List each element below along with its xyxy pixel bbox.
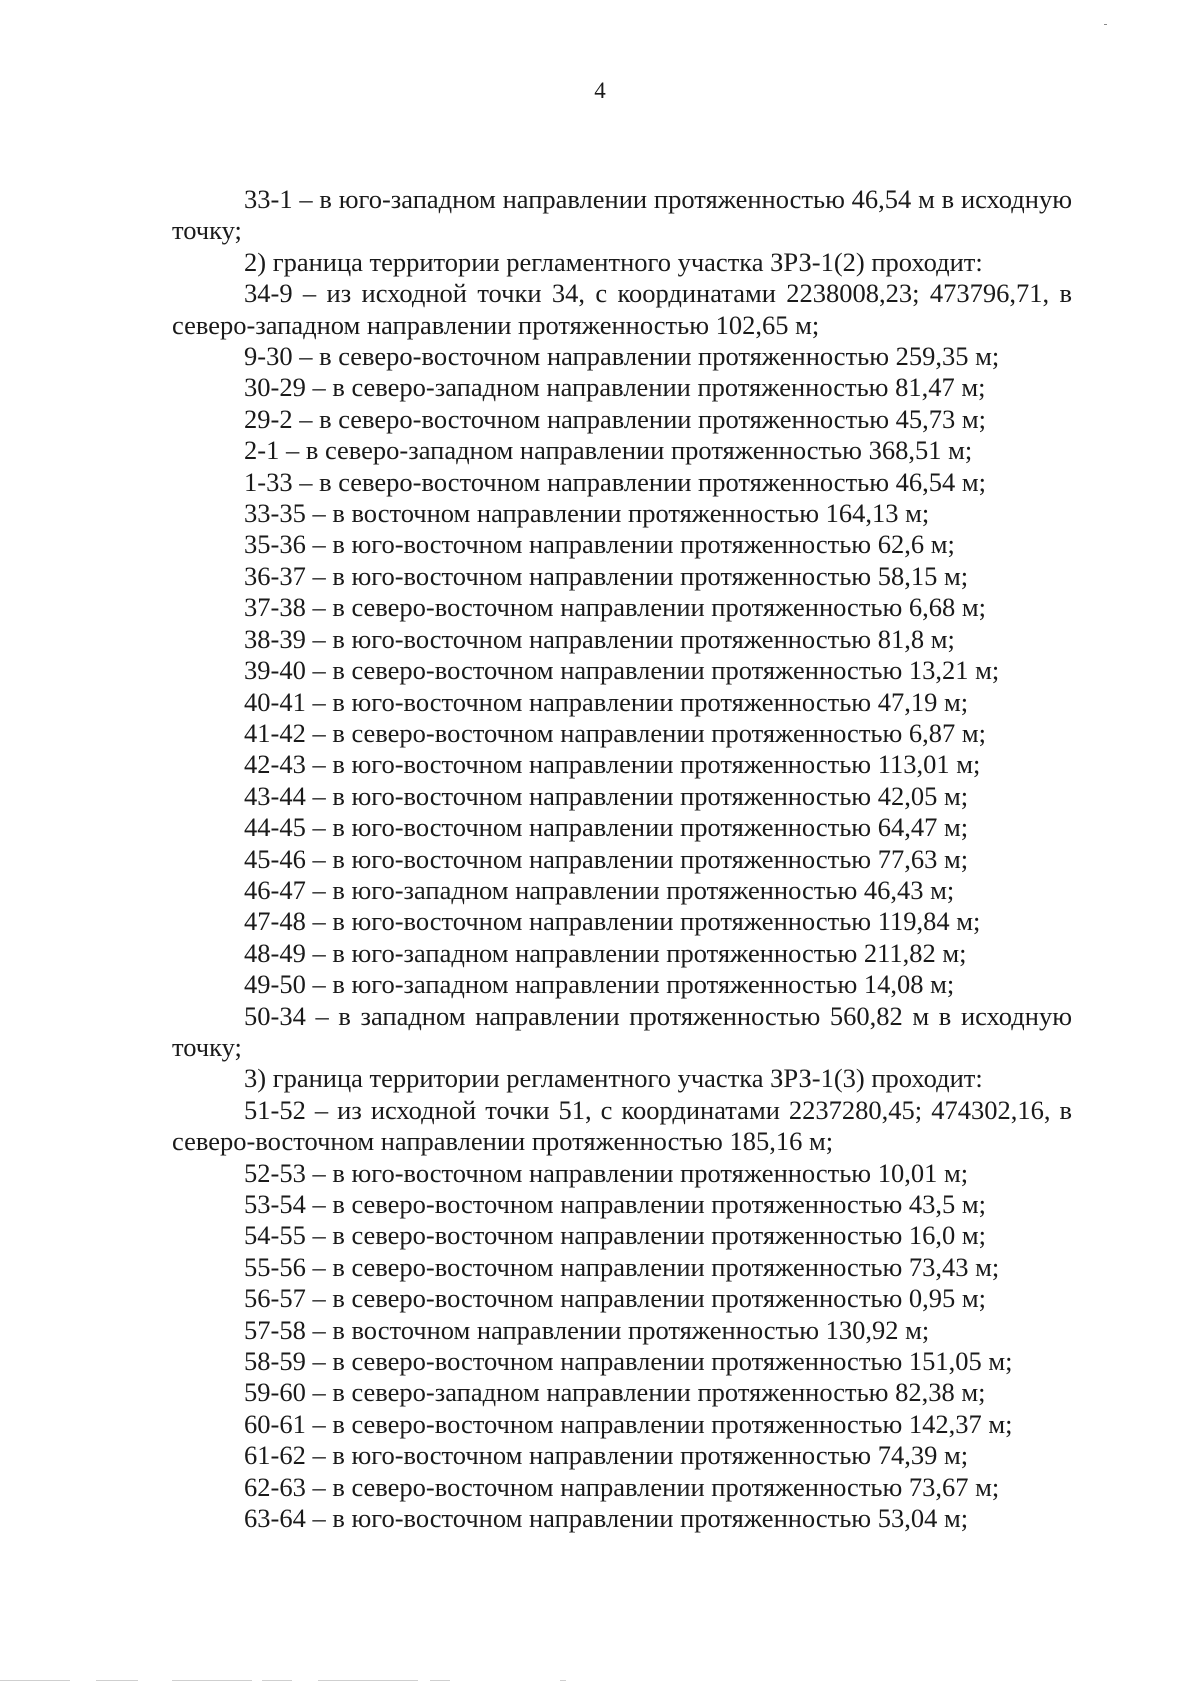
boundary-segment: 47-48 – в юго-восточном направлении протяженностью 119,84 м; <box>244 906 981 937</box>
boundary-segment: 57-58 – в восточном направлении протяженностью 130,92 м; <box>244 1314 930 1345</box>
boundary-segment: 40-41 – в юго-восточном направлении протяженностью 47,19 м; <box>244 686 969 717</box>
paragraph: 50-34 – в западном направлении протяженностью 560,82 м в исходную точку; <box>172 1000 1072 1062</box>
boundary-segment: 58-59 – в северо-восточном направлении протяженностью 151,05 м; <box>244 1346 1013 1377</box>
boundary-segment: 36-37 – в юго-восточном направлении протяженностью 58,15 м; <box>244 560 969 591</box>
section-heading: 3) граница территории регламентного участка ЗРЗ-1(3) проходит: <box>244 1063 983 1094</box>
boundary-segment: 55-56 – в северо-восточном направлении протяженностью 73,43 м; <box>244 1251 1000 1282</box>
boundary-segment: 42-43 – в юго-восточном направлении протяженностью 113,01 м; <box>244 749 981 780</box>
boundary-segment: 2-1 – в северо-западном направлении протяженностью 368,51 м; <box>244 435 973 466</box>
section-heading: 2) граница территории регламентного участка ЗРЗ-1(2) проходит: <box>244 246 983 277</box>
boundary-segment: 59-60 – в северо-западном направлении протяженностью 82,38 м; <box>244 1377 986 1408</box>
boundary-segment: 63-64 – в юго-восточном направлении протяженностью 53,04 м; <box>244 1503 969 1534</box>
boundary-segment: 49-50 – в юго-западном направлении протяженностью 14,08 м; <box>244 969 955 1000</box>
boundary-segment: 45-46 – в юго-восточном направлении протяженностью 77,63 м; <box>244 843 969 874</box>
boundary-segment: 30-29 – в северо-западном направлении протяженностью 81,47 м; <box>244 372 986 403</box>
boundary-segment: 48-49 – в юго-западном направлении протяженностью 211,82 м; <box>244 937 967 968</box>
scan-edge-noise <box>0 1678 1200 1684</box>
page-number: 4 <box>594 78 606 103</box>
boundary-segment: 38-39 – в юго-восточном направлении протяженностью 81,8 м; <box>244 623 955 654</box>
boundary-segment: 43-44 – в юго-восточном направлении протяженностью 42,05 м; <box>244 780 969 811</box>
boundary-segment: 46-47 – в юго-западном направлении протяженностью 46,43 м; <box>244 874 955 905</box>
paragraph: 51-52 – из исходной точки 51, с координатами 2237280,45; 474302,16, в северо-восточном направлении протяженностью 185,16 м; <box>172 1094 1072 1157</box>
boundary-segment: 53-54 – в северо-восточном направлении протяженностью 43,5 м; <box>244 1189 987 1219</box>
boundary-segment: 60-61 – в северо-восточном направлении протяженностью 142,37 м; <box>244 1408 1013 1439</box>
boundary-segment: 56-57 – в северо-восточном направлении протяженностью 0,95 м; <box>244 1283 987 1314</box>
boundary-segment: 37-38 – в северо-восточном направлении протяженностью 6,68 м; <box>244 592 987 623</box>
paragraph: 33-1 – в юго-западном направлении протяженностью 46,54 м в исходную точку; <box>172 184 1072 246</box>
boundary-segment: 54-55 – в северо-восточном направлении протяженностью 16,0 м; <box>244 1220 987 1251</box>
boundary-segment: 39-40 – в северо-восточном направлении протяженностью 13,21 м; <box>244 655 1000 686</box>
paragraph: 34-9 – из исходной точки 34, с координатами 2238008,23; 473796,71, в северо-западном направлении протяженностью 102,65 м; <box>172 278 1072 340</box>
boundary-segment: 61-62 – в юго-восточном направлении протяженностью 74,39 м; <box>244 1440 969 1471</box>
boundary-segment: 33-35 – в восточном направлении протяженностью 164,13 м; <box>244 498 930 529</box>
boundary-segment: 1-33 – в северо-восточном направлении протяженностью 46,54 м; <box>244 466 987 497</box>
boundary-segment: 41-42 – в северо-восточном направлении протяженностью 6,87 м; <box>244 717 987 748</box>
boundary-segment: 9-30 – в северо-восточном направлении протяженностью 259,35 м; <box>244 341 1000 372</box>
scan-speck <box>1104 24 1107 25</box>
boundary-segment: 44-45 – в юго-восточном направлении протяженностью 64,47 м; <box>244 812 969 843</box>
boundary-segment: 62-63 – в северо-восточном направлении протяженностью 73,67 м; <box>244 1471 1000 1502</box>
document-body <box>172 184 1072 1534</box>
boundary-segment: 35-36 – в юго-восточном направлении протяженностью 62,6 м; <box>244 529 955 560</box>
boundary-segment: 29-2 – в северо-восточном направлении протяженностью 45,73 м; <box>244 403 987 434</box>
boundary-segment: 52-53 – в юго-восточном направлении протяженностью 10,01 м; <box>244 1157 969 1188</box>
